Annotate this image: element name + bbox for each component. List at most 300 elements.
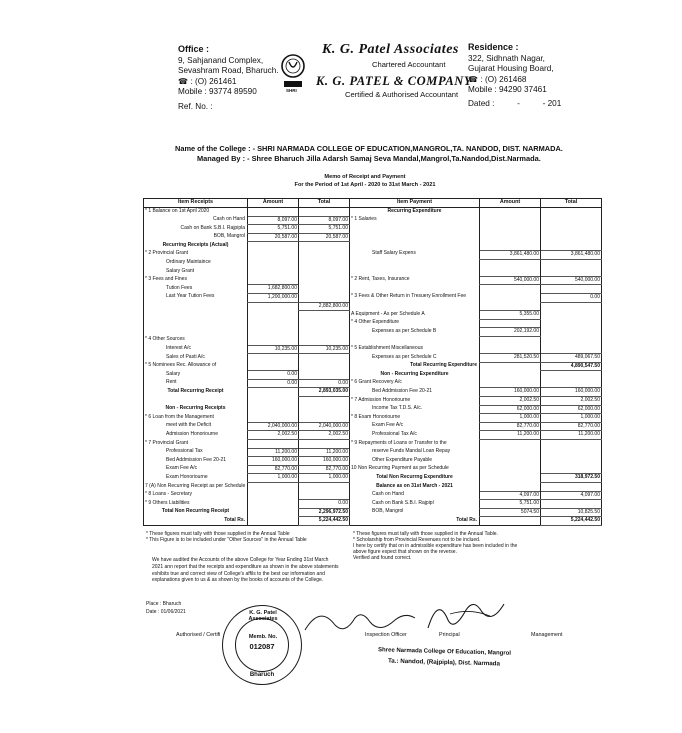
- payment-total-cell: [541, 259, 602, 268]
- ca-stamp: [222, 605, 302, 685]
- receipt-item-cell: Bed Addmission Fee 20-21: [166, 456, 227, 463]
- receipt-total-cell: [299, 276, 350, 285]
- payment-item-cell: Cash on Hand: [350, 491, 480, 500]
- ref-no: Ref. No. :: [178, 101, 213, 111]
- residence-line: 322, Sidhnath Nagar,: [468, 53, 545, 63]
- header-amount: Amount: [480, 199, 541, 208]
- receipt-amount-cell: [248, 483, 299, 492]
- receipt-total-cell: 8,097.00: [299, 216, 350, 225]
- receipt-item-cell: * 9 Others Liabilities: [145, 499, 190, 506]
- table-row: [144, 379, 602, 388]
- payment-item-cell: Expenses as per Schedule B: [350, 328, 480, 337]
- payment-amount-cell: [480, 216, 541, 225]
- note-line: * Scholarship from Provincial Revenues not to be inclued.: [353, 537, 481, 544]
- payment-item-cell: 10 Non Recurring Payment as per Schedule: [350, 465, 480, 474]
- payment-amount-cell: [480, 293, 541, 302]
- receipt-total-cell: [299, 259, 350, 268]
- receipt-amount-cell: 11,200.00: [248, 448, 299, 457]
- audit-statement: [152, 557, 372, 584]
- table-row: [144, 259, 602, 268]
- table-row: [144, 500, 602, 509]
- payment-amount-cell: [480, 448, 541, 457]
- payment-item-cell: [350, 225, 480, 234]
- receipt-total-cell: [299, 311, 350, 320]
- table-row: [144, 457, 602, 466]
- payment-total-cell: [541, 457, 602, 466]
- payment-total-cell: 4,890,547.50: [541, 362, 602, 371]
- payment-item-cell: * 2 Rent, Taxes, Insurance: [350, 276, 480, 285]
- payment-item-cell: [350, 268, 480, 277]
- table-row: [144, 362, 602, 371]
- header-total: Total: [541, 199, 602, 208]
- table-row: [144, 242, 602, 251]
- payment-amount-cell: 4,097.00: [480, 491, 541, 500]
- receipt-item-cell: Tution Fees: [166, 284, 193, 291]
- principal-signature: [420, 590, 510, 635]
- auditor-signature: [300, 600, 420, 640]
- payment-amount-cell: 5074.50: [480, 508, 541, 517]
- receipt-total-cell: 2,296,972.50: [299, 508, 350, 517]
- table-row: [144, 319, 602, 328]
- payment-item-cell: [350, 336, 480, 345]
- receipt-amount-cell: 82,770.00: [248, 465, 299, 474]
- table-row: [144, 508, 602, 517]
- payment-total-cell: 160,000.00: [541, 388, 602, 397]
- audit-line: explanations given to us & as shown by the books of accounts of the College.: [152, 577, 324, 584]
- payment-total-cell: [541, 302, 602, 311]
- receipt-total-cell: [299, 293, 350, 302]
- note-line: * These figures must tally with those supplied in the Annual Table: [146, 531, 290, 537]
- table-row: [144, 225, 602, 234]
- notes-left: [146, 531, 307, 543]
- stamp-number: 012087: [249, 642, 275, 651]
- receipt-amount-cell: 20,587.00: [248, 233, 299, 242]
- table-row: [144, 276, 602, 285]
- receipt-item-cell: Salary Grant: [166, 267, 195, 274]
- receipt-item-cell: Interest A/c: [166, 345, 192, 351]
- payment-amount-cell: [480, 371, 541, 380]
- receipt-total-cell: 82,770.00: [299, 465, 350, 474]
- receipt-total-cell: [299, 483, 350, 492]
- receipt-total-cell: [299, 208, 350, 217]
- payment-total-cell: 0.00: [541, 293, 602, 302]
- payment-item-cell: Recurring Expenditure: [350, 208, 480, 217]
- receipt-item-cell: Non - Recurring Receipts: [165, 405, 226, 412]
- payment-item-cell: Professional Tax A/c: [350, 431, 480, 440]
- residence-label: Residence :: [468, 42, 519, 52]
- payment-item-cell: Bed Addmission Fee 20-21: [350, 388, 480, 397]
- payment-amount-cell: 82,770.00: [480, 422, 541, 431]
- receipt-total-cell: 2,893,035.00: [299, 388, 350, 397]
- receipt-item-cell: Admission Honoriourne: [166, 430, 218, 437]
- payment-total-cell: 1,000.00: [541, 414, 602, 423]
- stamp-ring-top: K. G. Patel Associates: [248, 610, 278, 622]
- office-line: ☎ : (O) 261461: [178, 76, 237, 86]
- receipt-total-cell: 10,235.00: [299, 345, 350, 354]
- payment-amount-cell: [480, 336, 541, 345]
- payment-item-cell: * 1 Salaries: [350, 216, 480, 225]
- receipt-amount-cell: [248, 208, 299, 217]
- payment-amount-cell: [480, 517, 541, 526]
- table-row: [144, 345, 602, 354]
- receipt-amount-cell: [248, 440, 299, 449]
- payment-amount-cell: 11,200.00: [480, 431, 541, 440]
- notes-right: [353, 531, 603, 561]
- payment-item-cell: [350, 302, 480, 311]
- receipt-item-cell: Sales of Pasti A/c: [166, 353, 205, 360]
- audit-line: We have audited the Accounts of the above College for Year Ending 31st March: [152, 557, 329, 563]
- receipt-amount-cell: [248, 388, 299, 397]
- payment-item-cell: * 4 Other Expenditure: [350, 319, 480, 328]
- receipt-item-cell: BOB, Mangrol: [213, 233, 245, 240]
- receipt-amount-cell: [248, 397, 299, 406]
- receipt-item-cell: * 4 Other Sources: [145, 336, 185, 343]
- receipt-item-cell: Cash on Hand: [213, 216, 245, 223]
- receipt-item-cell: Exam Fee A/c: [166, 465, 198, 472]
- payment-total-cell: [541, 285, 602, 294]
- payment-amount-cell: [480, 362, 541, 371]
- receipt-amount-cell: [248, 508, 299, 517]
- management-label: Management: [531, 632, 563, 638]
- payment-total-cell: [541, 371, 602, 380]
- receipt-item-cell: Professional Tax: [166, 448, 203, 455]
- table-row: [144, 397, 602, 406]
- receipt-item-cell: Ordinary Maintaince: [166, 259, 211, 266]
- office-line: 9, Sahjanand Complex,: [178, 55, 264, 65]
- payment-amount-cell: [480, 259, 541, 268]
- table-row: [144, 311, 602, 320]
- table-row: [144, 517, 602, 526]
- receipt-total-cell: [299, 405, 350, 414]
- table-row: [144, 440, 602, 449]
- payment-item-cell: Balance as on 31st March - 2021: [350, 483, 480, 492]
- memo-period: For the Period of 1st April - 2020 to 31st March - 2021: [294, 182, 436, 188]
- firm-desc-2: Certified & Authorised Accountant: [345, 90, 459, 99]
- receipt-amount-cell: [248, 491, 299, 500]
- payment-amount-cell: 1,000.00: [480, 414, 541, 423]
- receipt-amount-cell: [248, 517, 299, 526]
- receipt-item-cell: [144, 397, 248, 406]
- payment-total-cell: [541, 311, 602, 320]
- receipt-total-cell: 5,224,442.50: [299, 517, 350, 526]
- note-line: * These figures must tally with those supplied in the Annual Table.: [353, 531, 498, 537]
- table-row: [144, 448, 602, 457]
- residence-line: ☎ : (O) 261468: [468, 74, 527, 84]
- note-line: above figure expect that shown on the reverse.: [353, 549, 457, 556]
- payment-item-cell: A Equipment - As per Schedule A: [350, 311, 480, 320]
- table-row: [144, 250, 602, 259]
- receipt-amount-cell: [248, 405, 299, 414]
- payment-amount-cell: [480, 302, 541, 311]
- receipt-item-cell: * 7 Provincial Grant: [145, 439, 189, 446]
- dated: Dated : - - 201: [468, 98, 562, 108]
- table-row: [144, 302, 602, 311]
- payment-amount-cell: 160,000.00: [480, 388, 541, 397]
- receipt-amount-cell: 0.00: [248, 371, 299, 380]
- payment-total-cell: [541, 268, 602, 277]
- table-body: [144, 208, 602, 526]
- table-row: [144, 208, 602, 217]
- payment-item-cell: Exam Fee A/c: [350, 422, 480, 431]
- office-line: Mobile : 93774 89590: [178, 87, 257, 96]
- receipt-total-cell: [299, 319, 350, 328]
- payment-total-cell: 489,067.50: [541, 354, 602, 363]
- college-name: Name of the College : - SHRI NARMADA COLLEGE OF EDUCATION,MANGROL,TA. NANDOD, DIST. NARMADA.: [175, 144, 563, 153]
- payment-total-cell: [541, 328, 602, 337]
- stamp-memb: Memb. No.: [248, 634, 278, 640]
- receipt-item-cell: [144, 311, 248, 320]
- note-line: * This Figure is to be included under "Other Sources" in the Annual Table: [146, 537, 307, 544]
- payment-item-cell: Total Non Recurrng Expenditure: [350, 474, 480, 483]
- payment-item-cell: Total Recurring Expenditure: [350, 362, 480, 371]
- table-row: [144, 293, 602, 302]
- receipt-amount-cell: [248, 242, 299, 251]
- receipt-total-cell: [299, 268, 350, 277]
- receipt-amount-cell: [248, 354, 299, 363]
- payment-total-cell: 10,825.50: [541, 508, 602, 517]
- receipt-amount-cell: 8,097.00: [248, 216, 299, 225]
- payment-total-cell: 4,097.00: [541, 491, 602, 500]
- receipt-item-cell: Last Year Tution Fees: [166, 293, 215, 300]
- college-stamp-line1: Shree Narmada College Of Education, Mangrol: [377, 647, 512, 657]
- receipt-amount-cell: [248, 250, 299, 259]
- payment-amount-cell: [480, 379, 541, 388]
- payment-amount-cell: 3,861,480.00: [480, 250, 541, 259]
- receipt-total-cell: 20,587.00: [299, 233, 350, 242]
- payment-total-cell: [541, 379, 602, 388]
- payment-amount-cell: [480, 483, 541, 492]
- payment-amount-cell: [480, 268, 541, 277]
- note-line: I here by certify that on in admissible expenditure has been included in the: [353, 543, 518, 550]
- receipt-item-cell: Salary: [166, 370, 181, 377]
- table-row: [144, 474, 602, 483]
- payment-amount-cell: [480, 457, 541, 466]
- table-row: [144, 328, 602, 337]
- payment-item-cell: * 3 Fees & Other Return in Tresuery Enrollment Fee: [350, 293, 480, 302]
- payment-total-cell: [541, 448, 602, 457]
- receipt-item-cell: [144, 319, 248, 328]
- payment-amount-cell: 62,000.00: [480, 405, 541, 414]
- receipt-amount-cell: 1,000.00: [248, 474, 299, 483]
- receipt-amount-cell: [248, 276, 299, 285]
- place: Place : Bharuch: [146, 601, 182, 607]
- date: Date : 01/06/2021: [146, 609, 186, 615]
- payment-amount-cell: [480, 465, 541, 474]
- note-line: Verified and found correct.: [353, 555, 412, 562]
- firm-name-1: K. G. Patel Associates: [322, 42, 459, 57]
- receipt-amount-cell: [248, 268, 299, 277]
- table-row: [144, 268, 602, 277]
- table-row: [144, 354, 602, 363]
- receipt-total-cell: 0.00: [299, 379, 350, 388]
- table-row: [144, 371, 602, 380]
- receipt-total-cell: [299, 414, 350, 423]
- payment-total-cell: 11,200.00: [541, 431, 602, 440]
- authorised-signature-label: Authorised / Certifi: [176, 632, 221, 638]
- receipt-total-cell: [299, 354, 350, 363]
- table-row: [144, 483, 602, 492]
- payment-total-cell: [541, 465, 602, 474]
- receipt-amount-cell: [248, 336, 299, 345]
- payment-amount-cell: 202,192.00: [480, 328, 541, 337]
- table-row: [144, 491, 602, 500]
- payment-total-cell: 540,000.00: [541, 276, 602, 285]
- payment-amount-cell: [480, 285, 541, 294]
- payment-total-cell: [541, 233, 602, 242]
- receipt-item-cell: * 5 Nominees Rec. Allowance of: [145, 362, 217, 369]
- receipt-item-cell: Total Recurring Receipt: [167, 387, 224, 394]
- payment-item-cell: Expenses as per Schedule C: [350, 354, 480, 363]
- payment-item-cell: [350, 259, 480, 268]
- table-row: [144, 422, 602, 431]
- table-row: [144, 414, 602, 423]
- payment-total-cell: 62,000.00: [541, 405, 602, 414]
- payment-item-cell: Other Expenditure Payable: [350, 457, 480, 466]
- receipt-item-cell: [144, 328, 248, 337]
- receipt-item-cell: * 8 Loans - Secretary: [145, 491, 192, 498]
- header-total: Total: [299, 199, 350, 208]
- receipt-total-cell: [299, 285, 350, 294]
- receipt-total-cell: 160,000.00: [299, 457, 350, 466]
- payment-total-cell: [541, 483, 602, 492]
- receipt-item-cell: Total Rs.: [224, 516, 245, 523]
- payment-item-cell: * 6 Grant Recovery A/c: [350, 379, 480, 388]
- receipt-total-cell: [299, 362, 350, 371]
- payment-item-cell: [350, 285, 480, 294]
- receipt-amount-cell: 160,000.00: [248, 457, 299, 466]
- receipt-item-cell: meet with the Deficit: [166, 422, 212, 429]
- table-row: [144, 388, 602, 397]
- payment-amount-cell: [480, 345, 541, 354]
- payment-item-cell: reserve Funds Mandal Loan Repay: [350, 448, 480, 457]
- payment-amount-cell: [480, 440, 541, 449]
- payment-amount-cell: [480, 242, 541, 251]
- payment-amount-cell: [480, 474, 541, 483]
- receipt-total-cell: 1,000.00: [299, 474, 350, 483]
- receipt-total-cell: [299, 491, 350, 500]
- receipt-amount-cell: [248, 311, 299, 320]
- receipt-amount-cell: 5,751.00: [248, 225, 299, 234]
- receipt-amount-cell: [248, 319, 299, 328]
- payment-total-cell: [541, 216, 602, 225]
- table-row: [144, 465, 602, 474]
- payment-amount-cell: 540,000.00: [480, 276, 541, 285]
- table-row: [144, 233, 602, 242]
- receipt-total-cell: 2,002.50: [299, 431, 350, 440]
- audit-line: exhibits true and correct view of College's affils to the best our information and: [152, 570, 325, 577]
- receipt-amount-cell: [248, 328, 299, 337]
- table-row: [144, 336, 602, 345]
- logo-text: SHRI: [286, 88, 297, 93]
- firm-desc-1: Chartered Accountant: [372, 60, 446, 69]
- table-row: [144, 285, 602, 294]
- payment-amount-cell: 5,355.00: [480, 311, 541, 320]
- office-label: Office :: [178, 44, 210, 54]
- receipt-amount-cell: 1,682,800.00: [248, 285, 299, 294]
- header-amount: Amount: [248, 199, 299, 208]
- payment-total-cell: [541, 336, 602, 345]
- payment-item-cell: [350, 233, 480, 242]
- receipt-total-cell: [299, 328, 350, 337]
- receipt-total-cell: 0.00: [299, 500, 350, 509]
- payment-item-cell: Income Tax T.D.S. A/c.: [350, 405, 480, 414]
- table-header-row: [144, 199, 602, 208]
- payment-total-cell: 82,770.00: [541, 422, 602, 431]
- table-row: [144, 216, 602, 225]
- receipt-item-cell: Total Non Recurring Receipt: [161, 508, 230, 515]
- receipt-amount-cell: [248, 414, 299, 423]
- payment-amount-cell: 2,002.50: [480, 397, 541, 406]
- receipt-item-cell: Cash on Bank S.B.I. Rajpipla: [180, 224, 245, 231]
- payment-item-cell: Non - Recurring Expenditure: [350, 371, 480, 380]
- receipt-total-cell: 2,040,000.00: [299, 422, 350, 431]
- payment-total-cell: 2,002.50: [541, 397, 602, 406]
- receipt-total-cell: [299, 250, 350, 259]
- payment-total-cell: [541, 440, 602, 449]
- payment-amount-cell: [480, 225, 541, 234]
- payment-total-cell: [541, 500, 602, 509]
- payment-amount-cell: [480, 319, 541, 328]
- receipt-amount-cell: 2,002.50: [248, 431, 299, 440]
- payment-amount-cell: [480, 208, 541, 217]
- receipt-total-cell: 2,882,800.00: [299, 302, 350, 311]
- payment-item-cell: Staff Salary Expens: [350, 250, 480, 259]
- receipt-item-cell: Recurring Receipts (Actual): [162, 241, 229, 248]
- payment-total-cell: [541, 225, 602, 234]
- payment-item-cell: * 5 Establishment Miscellaneous: [350, 345, 480, 354]
- receipt-item-cell: * 1 Balance on 1st April 2020: [145, 208, 210, 214]
- stamp-ring-bottom: Bharuch: [249, 672, 275, 678]
- payment-total-cell: 318,972.50: [541, 474, 602, 483]
- receipt-amount-cell: 1,200,000.00: [248, 293, 299, 302]
- receipt-total-cell: 5,751.00: [299, 225, 350, 234]
- payment-total-cell: [541, 319, 602, 328]
- receipt-item-cell: * 6 Loan from the Management: [145, 413, 214, 420]
- table-row: [144, 431, 602, 440]
- receipt-item-cell: Exam Honoriourne: [166, 473, 208, 480]
- receipt-item-cell: 7 (A) Non Recurring Receipt as per Schedule: [145, 482, 246, 489]
- header-item-payment: Item Payment: [350, 199, 480, 208]
- managed-by: Managed By : - Shree Bharuch Jilla Adarsh Samaj Seva Mandal,Mangrol,Ta.Nandod,Dist.Narmada.: [197, 154, 541, 163]
- payment-item-cell: Cash on Bank S.B.I. Rajpipl: [350, 500, 480, 509]
- payment-amount-cell: 5,751.00: [480, 500, 541, 509]
- principal-label: Principal: [439, 632, 460, 638]
- inspection-officer-label: Inspection Officer: [365, 632, 407, 638]
- payment-amount-cell: 281,520.50: [480, 354, 541, 363]
- receipt-amount-cell: 10,235.00: [248, 345, 299, 354]
- payment-amount-cell: [480, 233, 541, 242]
- payment-item-cell: * 8 Exam Honoriourne: [350, 414, 480, 423]
- receipt-payment-table: [143, 198, 602, 526]
- table-row: [144, 405, 602, 414]
- payment-total-cell: 3,861,480.00: [541, 250, 602, 259]
- payment-item-cell: [350, 242, 480, 251]
- payment-total-cell: [541, 345, 602, 354]
- payment-item-cell: Total Rs.: [350, 517, 480, 526]
- receipt-total-cell: [299, 397, 350, 406]
- firm-name-2: K. G. PATEL & COMPANY: [316, 74, 473, 88]
- receipt-amount-cell: [248, 500, 299, 509]
- receipt-total-cell: [299, 371, 350, 380]
- receipt-amount-cell: [248, 259, 299, 268]
- office-line: Sevashram Road, Bharuch.: [178, 66, 279, 75]
- audit-line: 2021 ann report that the receipts and expenditure as shown in the above statements: [152, 563, 339, 570]
- residence-line: Gujarat Housing Board,: [468, 64, 554, 73]
- header-item-receipts: Item Receipts: [144, 199, 248, 208]
- receipt-item-cell: Rent: [166, 379, 177, 386]
- memo-title: Memo of Receipt and Payment: [324, 174, 406, 180]
- firm-logo: [280, 46, 306, 96]
